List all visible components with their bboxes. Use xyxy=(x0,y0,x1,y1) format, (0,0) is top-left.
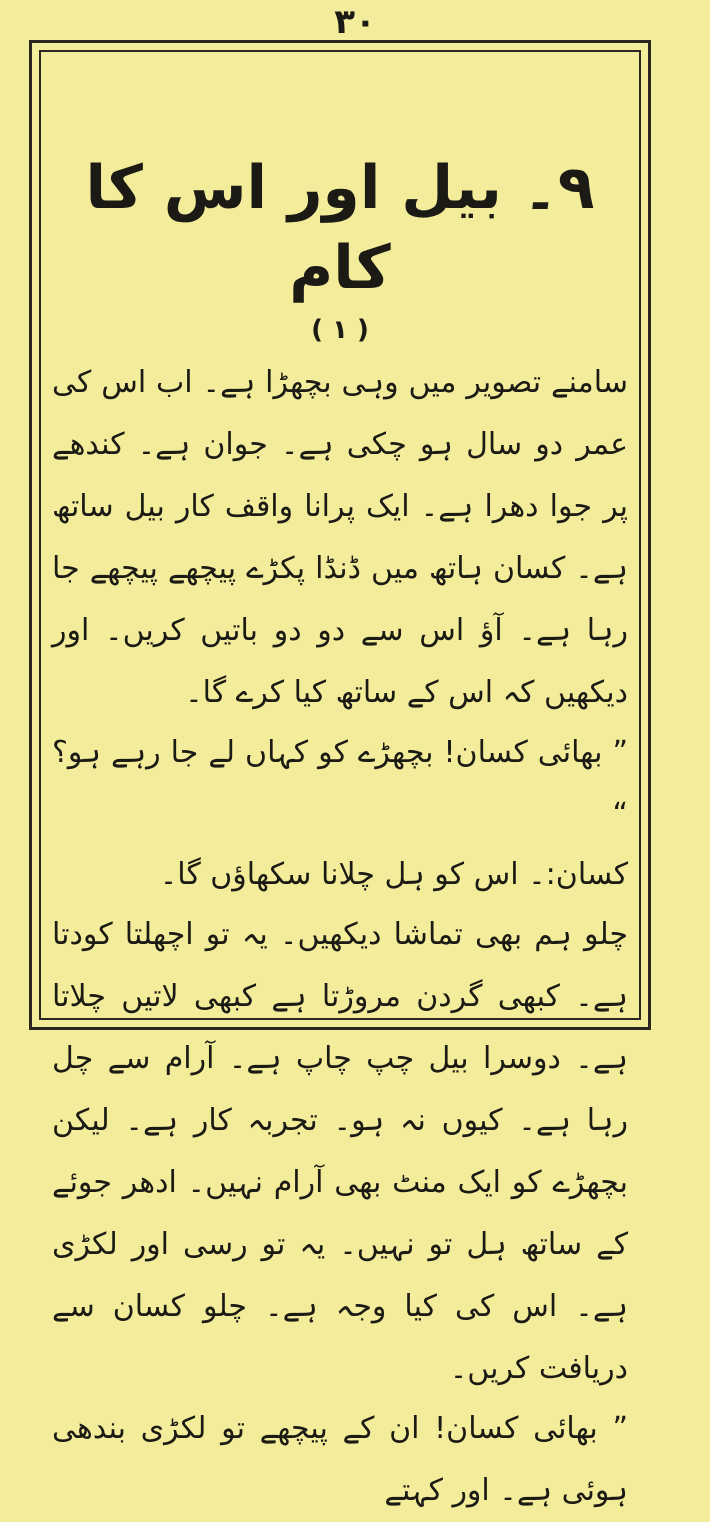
paragraph-farmer-reply: کسان:۔ اس کو ہل چلانا سکھاؤں گا۔ xyxy=(159,857,628,892)
paragraph-second-question: ” بھائی کسان! ان کے پیچھے تو لکڑی بندھی ہوئی ہے۔ اور کہتے xyxy=(52,1411,628,1508)
paragraph-observation: چلو ہم بھی تماشا دیکھیں۔ یہ تو اچھلتا کودتا ہے۔ کبھی گردن مروڑتا ہے کبھی لاتیں چلاتا ہے۔ دوسرا بیل چپ چاپ ہے۔ آرام سے چل رہا ہے۔ کیوں نہ ہو۔ تجربہ کار ہے۔ لیکن بچھڑے کو ایک منٹ بھی آرام نہیں۔ ادھر جوئے کے ساتھ ہل تو نہیں۔ یہ تو رسی اور لکڑی ہے۔ اس کی کیا وجہ ہے۔ چلو کسان سے دریافت کریں۔ xyxy=(52,917,628,1386)
section-marker: ( ۱ ) xyxy=(311,315,369,345)
page-body xyxy=(52,148,628,1508)
paragraph-intro: سامنے تصویر میں وہی بچھڑا ہے۔ اب اس کی عمر دو سال ہو چکی ہے۔ جوان ہے۔ کندھے پر جوا دھرا ہے۔ ایک پرانا واقف کار بیل ساتھ ہے۔ کسان ہاتھ میں ڈنڈا پکڑے پیچھے پیچھے جا رہا ہے۔ آؤ اس سے دو دو باتیں کریں۔ اور دیکھیں کہ اس کے ساتھ کیا کرے گا۔ xyxy=(52,365,628,710)
paragraph-question: ” بھائی کسان! بچھڑے کو کہاں لے جا رہے ہو؟ “ xyxy=(52,735,628,832)
page-number: ۳۰ xyxy=(334,2,376,42)
chapter-title: ۹۔ بیل اور اس کا کام xyxy=(85,153,595,303)
